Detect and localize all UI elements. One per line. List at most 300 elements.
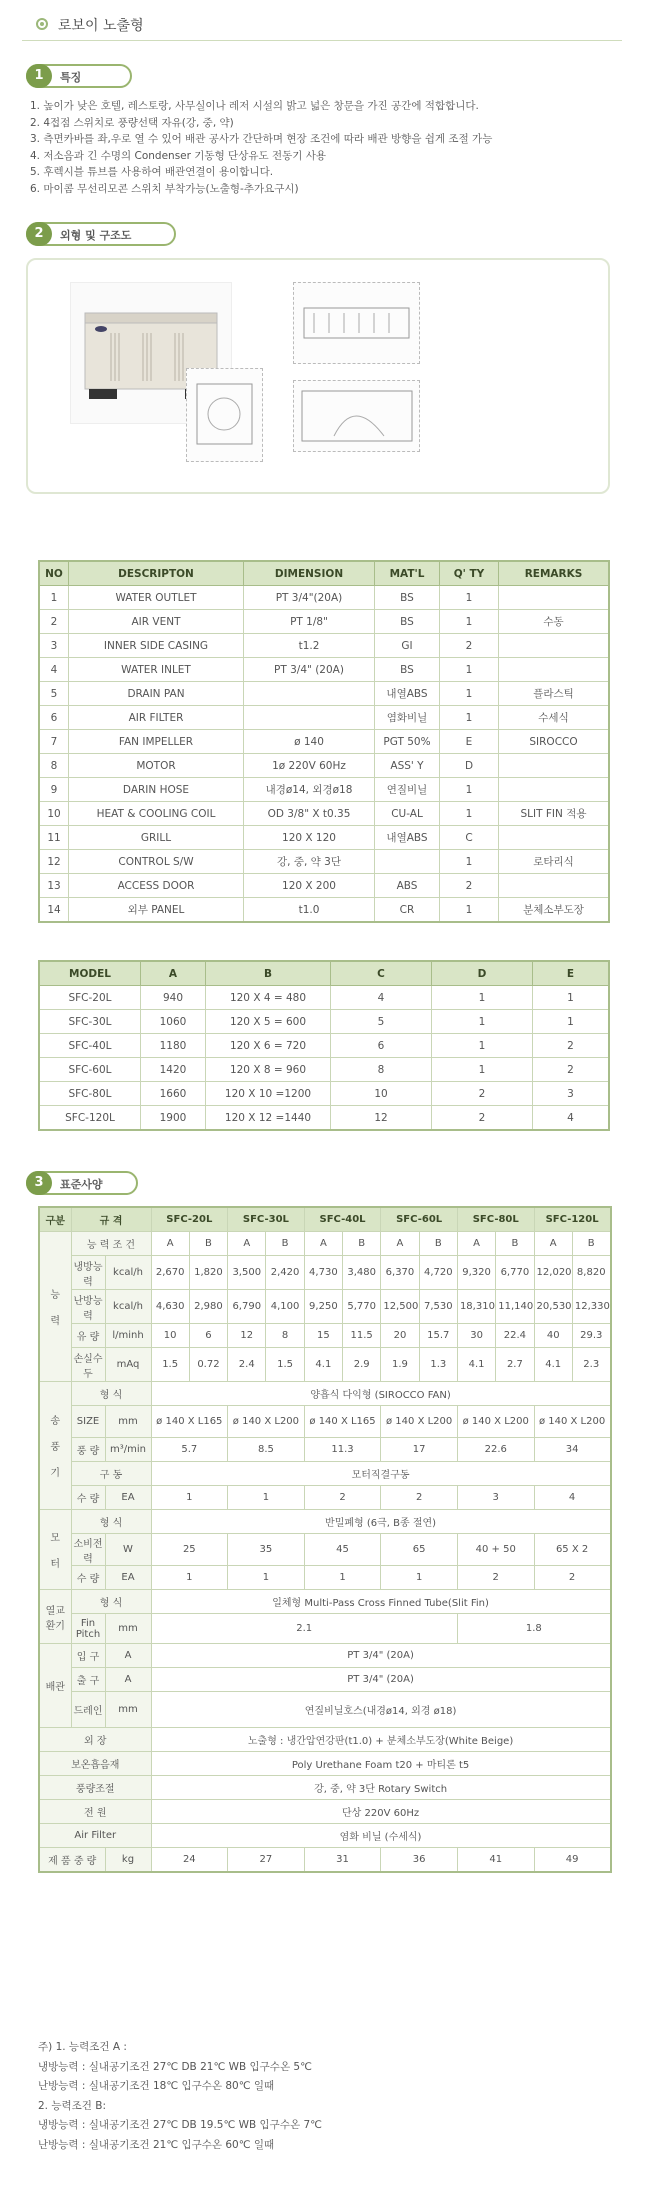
spec-value: 0.72 xyxy=(189,1348,227,1382)
table-cell: 1 xyxy=(440,682,499,706)
table-cell: 1ø 220V 60Hz xyxy=(244,754,375,778)
spec-value: 4.1 xyxy=(304,1348,342,1382)
spec-label: 난방능력 xyxy=(71,1290,105,1324)
table-cell: 1 xyxy=(440,706,499,730)
table-cell: 12 xyxy=(331,1106,432,1131)
exterior-figure-box xyxy=(26,258,610,494)
spec-model-header: SFC-60L xyxy=(381,1207,458,1232)
table-cell: CU-AL xyxy=(375,802,440,826)
spec-label: 보온흡음재 xyxy=(39,1752,151,1776)
spec-value: B xyxy=(266,1232,304,1256)
spec-value: 단상 220V 60Hz xyxy=(151,1800,611,1824)
spec-label: EA xyxy=(105,1486,151,1510)
spec-header-row xyxy=(39,1207,611,1232)
table-cell: INNER SIDE CASING xyxy=(69,634,244,658)
spec-value: B xyxy=(496,1232,534,1256)
table-cell: DRAIN PAN xyxy=(69,682,244,706)
parts-header-row xyxy=(39,561,609,586)
spec-value: 염화 비닐 (수세식) xyxy=(151,1824,611,1848)
table-cell: 6 xyxy=(39,706,69,730)
section-number: 3 xyxy=(26,1171,52,1195)
table-row xyxy=(39,1614,611,1644)
col-header: A xyxy=(141,961,206,986)
spec-value: 65 xyxy=(381,1534,458,1566)
table-row xyxy=(39,730,609,754)
front-drawing xyxy=(293,380,420,452)
spec-value: PT 3/4" (20A) xyxy=(151,1668,611,1692)
table-row xyxy=(39,1324,611,1348)
table-row xyxy=(39,586,609,610)
spec-model-header: SFC-120L xyxy=(534,1207,611,1232)
table-cell: 2 xyxy=(432,1106,533,1131)
spec-label: EA xyxy=(105,1566,151,1590)
table-cell: 1 xyxy=(440,778,499,802)
spec-value: 11,140 xyxy=(496,1290,534,1324)
table-cell: ABS xyxy=(375,874,440,898)
table-cell: WATER OUTLET xyxy=(69,586,244,610)
spec-value: PT 3/4" (20A) xyxy=(151,1644,611,1668)
table-row xyxy=(39,1728,611,1752)
spec-label: 제 품 중 량 xyxy=(39,1848,105,1873)
page-title-bar xyxy=(22,10,622,41)
table-row xyxy=(39,1644,611,1668)
table-cell: 120 X 12 =1440 xyxy=(206,1106,331,1131)
spec-value: 2,420 xyxy=(266,1256,304,1290)
spec-value: 6,370 xyxy=(381,1256,419,1290)
spec-value: 5,770 xyxy=(343,1290,381,1324)
spec-value: ø 140 X L200 xyxy=(228,1406,305,1438)
spec-value: 4.1 xyxy=(534,1348,572,1382)
table-cell: 염화비닐 xyxy=(375,706,440,730)
table-cell: 14 xyxy=(39,898,69,923)
feature-item: 1. 높이가 낮은 호텔, 레스토랑, 사무실이나 레저 시설의 밝고 넓은 창문을 가진 공간에 적합합니다. xyxy=(30,100,479,112)
spec-value: 65 X 2 xyxy=(534,1534,611,1566)
section-header-spec xyxy=(26,1171,138,1195)
spec-value: 18,310 xyxy=(457,1290,495,1324)
table-cell: 10 xyxy=(39,802,69,826)
col-header: Q' TY xyxy=(440,561,499,586)
table-row xyxy=(39,778,609,802)
spec-value: 2.3 xyxy=(572,1348,610,1382)
table-cell: AIR VENT xyxy=(69,610,244,634)
spec-label: l/minh xyxy=(105,1324,151,1348)
spec-value: 22.6 xyxy=(457,1438,534,1462)
table-row xyxy=(39,898,609,923)
spec-value: ø 140 X L165 xyxy=(304,1406,381,1438)
table-cell: 120 X 200 xyxy=(244,874,375,898)
table-cell: 1 xyxy=(432,1034,533,1058)
table-cell: 수동 xyxy=(499,610,610,634)
spec-label: 외 장 xyxy=(39,1728,151,1752)
spec-table xyxy=(38,1206,612,1873)
spec-label: Air Filter xyxy=(39,1824,151,1848)
spec-group-label: 모 터 xyxy=(39,1510,71,1590)
table-row xyxy=(39,1010,609,1034)
spec-value: 4 xyxy=(534,1486,611,1510)
side-drawing xyxy=(186,368,263,462)
spec-value: 15 xyxy=(304,1324,342,1348)
table-cell xyxy=(499,634,610,658)
table-cell: 11 xyxy=(39,826,69,850)
spec-label: 수 량 xyxy=(71,1486,105,1510)
spec-value: 5.7 xyxy=(151,1438,228,1462)
table-cell xyxy=(244,706,375,730)
table-cell: DARIN HOSE xyxy=(69,778,244,802)
table-cell: ASS' Y xyxy=(375,754,440,778)
spec-value: 2.9 xyxy=(343,1348,381,1382)
feature-item: 2. 4접점 스위치로 풍량선택 자유(강, 중, 약) xyxy=(30,116,234,129)
spec-value: 3,500 xyxy=(228,1256,266,1290)
table-row xyxy=(39,754,609,778)
spec-value: 8,820 xyxy=(572,1256,610,1290)
table-cell: 8 xyxy=(39,754,69,778)
table-cell: 1 xyxy=(432,986,533,1010)
table-cell: 1 xyxy=(440,586,499,610)
section-label: 외형 및 구조도 xyxy=(60,229,132,242)
spec-value: 1 xyxy=(381,1566,458,1590)
col-header: MODEL xyxy=(39,961,141,986)
spec-label: 전 원 xyxy=(39,1800,151,1824)
spec-value: 40 xyxy=(534,1324,572,1348)
spec-value: A xyxy=(304,1232,342,1256)
spec-value: 1 xyxy=(304,1566,381,1590)
spec-value: 2 xyxy=(457,1566,534,1590)
table-cell: OD 3/8" X t0.35 xyxy=(244,802,375,826)
spec-value: 24 xyxy=(151,1848,228,1873)
spec-label: A xyxy=(105,1668,151,1692)
feature-item: 5. 후렉시블 튜브를 사용하여 배관연결이 용이합니다. xyxy=(30,166,274,178)
col-header: REMARKS xyxy=(499,561,610,586)
spec-value: 2 xyxy=(304,1486,381,1510)
table-cell: 1 xyxy=(533,986,610,1010)
spec-label: 풍 량 xyxy=(71,1438,105,1462)
spec-value: 31 xyxy=(304,1848,381,1873)
table-cell: PT 3/4" (20A) xyxy=(244,658,375,682)
table-cell: 120 X 10 =1200 xyxy=(206,1082,331,1106)
table-cell: 3 xyxy=(39,634,69,658)
section-number: 2 xyxy=(26,222,52,246)
spec-value: 2 xyxy=(381,1486,458,1510)
spec-value: 41 xyxy=(457,1848,534,1873)
spec-value: ø 140 X L200 xyxy=(534,1406,611,1438)
table-row xyxy=(39,1776,611,1800)
table-cell xyxy=(499,586,610,610)
spec-value: 1 xyxy=(151,1486,228,1510)
table-cell: 강, 중, 약 3단 xyxy=(244,850,375,874)
table-row xyxy=(39,1232,611,1256)
col-header: E xyxy=(533,961,610,986)
table-cell: 120 X 5 = 600 xyxy=(206,1010,331,1034)
top-drawing xyxy=(293,282,420,364)
table-cell: 4 xyxy=(331,986,432,1010)
table-cell xyxy=(499,874,610,898)
spec-label: 구 동 xyxy=(71,1462,151,1486)
table-cell: 1 xyxy=(533,1010,610,1034)
table-cell: 120 X 120 xyxy=(244,826,375,850)
section-label: 특징 xyxy=(60,71,82,84)
table-cell: PT 1/8" xyxy=(244,610,375,634)
table-cell: 1 xyxy=(440,610,499,634)
table-cell: PT 3/4"(20A) xyxy=(244,586,375,610)
table-cell: FAN IMPELLER xyxy=(69,730,244,754)
spec-label: 소비전력 xyxy=(71,1534,105,1566)
spec-value: 10 xyxy=(151,1324,189,1348)
spec-value: 1.8 xyxy=(457,1614,610,1644)
spec-header: 구분 xyxy=(39,1207,71,1232)
spec-label: 수 량 xyxy=(71,1566,105,1590)
table-row xyxy=(39,1082,609,1106)
spec-value: 25 xyxy=(151,1534,228,1566)
spec-header: 규 격 xyxy=(71,1207,151,1232)
table-row xyxy=(39,1590,611,1614)
table-row xyxy=(39,706,609,730)
spec-label: A xyxy=(105,1644,151,1668)
table-cell: 1 xyxy=(440,658,499,682)
spec-label: mm xyxy=(105,1406,151,1438)
table-cell: AIR FILTER xyxy=(69,706,244,730)
table-cell: t1.2 xyxy=(244,634,375,658)
table-cell: SIROCCO xyxy=(499,730,610,754)
col-header: DESCRIPTON xyxy=(69,561,244,586)
table-cell: C xyxy=(440,826,499,850)
table-cell: 12 xyxy=(39,850,69,874)
table-cell: 4 xyxy=(533,1106,610,1131)
table-row xyxy=(39,1800,611,1824)
spec-value: A xyxy=(457,1232,495,1256)
table-row xyxy=(39,1486,611,1510)
note-line: 난방능력 : 실내공기조건 18℃ 입구수온 80℃ 일때 xyxy=(38,2080,275,2092)
table-cell: 1 xyxy=(440,850,499,874)
spec-value: 22.4 xyxy=(496,1324,534,1348)
spec-value: 1.9 xyxy=(381,1348,419,1382)
table-cell: 2 xyxy=(39,610,69,634)
col-header: MAT'L xyxy=(375,561,440,586)
table-cell: HEAT & COOLING COIL xyxy=(69,802,244,826)
spec-label: m³/min xyxy=(105,1438,151,1462)
spec-label: Fin Pitch xyxy=(71,1614,105,1644)
table-cell: PGT 50% xyxy=(375,730,440,754)
table-cell: 6 xyxy=(331,1034,432,1058)
spec-value: 35 xyxy=(228,1534,305,1566)
spec-value: 1.5 xyxy=(151,1348,189,1382)
spec-model-header: SFC-20L xyxy=(151,1207,228,1232)
table-cell: 2 xyxy=(432,1082,533,1106)
table-row xyxy=(39,682,609,706)
table-cell: E xyxy=(440,730,499,754)
table-row xyxy=(39,874,609,898)
table-cell: 2 xyxy=(533,1034,610,1058)
spec-value: 8.5 xyxy=(228,1438,305,1462)
table-row xyxy=(39,1406,611,1438)
spec-value: 11.5 xyxy=(343,1324,381,1348)
spec-value: 20 xyxy=(381,1324,419,1348)
table-row xyxy=(39,1256,611,1290)
table-cell: 1900 xyxy=(141,1106,206,1131)
spec-value: B xyxy=(343,1232,381,1256)
spec-value: B xyxy=(572,1232,610,1256)
notes xyxy=(38,2038,322,2155)
spec-label: kg xyxy=(105,1848,151,1873)
spec-value: 6,770 xyxy=(496,1256,534,1290)
spec-value: 3,480 xyxy=(343,1256,381,1290)
table-row xyxy=(39,1382,611,1406)
table-cell: 로타리식 xyxy=(499,850,610,874)
col-header: D xyxy=(432,961,533,986)
spec-value: A xyxy=(228,1232,266,1256)
table-cell: t1.0 xyxy=(244,898,375,923)
col-header: DIMENSION xyxy=(244,561,375,586)
spec-value: 45 xyxy=(304,1534,381,1566)
col-header: NO xyxy=(39,561,69,586)
spec-value: 12,020 xyxy=(534,1256,572,1290)
spec-group-label: 능 력 xyxy=(39,1232,71,1382)
spec-label: SIZE xyxy=(71,1406,105,1438)
spec-value: Poly Urethane Foam t20 + 마티론 t5 xyxy=(151,1752,611,1776)
spec-value: 1 xyxy=(228,1566,305,1590)
table-cell: 5 xyxy=(331,1010,432,1034)
spec-model-header: SFC-40L xyxy=(304,1207,381,1232)
table-cell: ø 140 xyxy=(244,730,375,754)
spec-value: 4,720 xyxy=(419,1256,457,1290)
spec-value: ø 140 X L200 xyxy=(457,1406,534,1438)
spec-value: B xyxy=(189,1232,227,1256)
note-line: 냉방능력 : 실내공기조건 27℃ DB 21℃ WB 입구수온 5℃ xyxy=(38,2060,312,2073)
note-line: 냉방능력 : 실내공기조건 27℃ DB 19.5℃ WB 입구수온 7℃ xyxy=(38,2119,322,2131)
spec-value: 6,790 xyxy=(228,1290,266,1324)
table-cell: 3 xyxy=(533,1082,610,1106)
spec-model-header: SFC-80L xyxy=(457,1207,534,1232)
spec-value: 1.3 xyxy=(419,1348,457,1382)
parts-table xyxy=(38,560,610,923)
table-cell: GRILL xyxy=(69,826,244,850)
section-header-features xyxy=(26,64,132,88)
spec-value: ø 140 X L165 xyxy=(151,1406,228,1438)
page-title: 로보이 노출형 xyxy=(58,18,144,34)
spec-label: 유 량 xyxy=(71,1324,105,1348)
spec-value: 3 xyxy=(457,1486,534,1510)
spec-label: kcal/h xyxy=(105,1290,151,1324)
table-cell: 940 xyxy=(141,986,206,1010)
spec-value: 49 xyxy=(534,1848,611,1873)
table-row xyxy=(39,802,609,826)
spec-value: B xyxy=(419,1232,457,1256)
spec-value: 29.3 xyxy=(572,1324,610,1348)
spec-value: 강, 중, 약 3단 Rotary Switch xyxy=(151,1776,611,1800)
spec-label: mm xyxy=(105,1614,151,1644)
table-cell: 120 X 8 = 960 xyxy=(206,1058,331,1082)
table-row xyxy=(39,1438,611,1462)
table-cell xyxy=(499,826,610,850)
table-cell: 수세식 xyxy=(499,706,610,730)
table-cell: 2 xyxy=(440,874,499,898)
table-cell xyxy=(244,682,375,706)
feature-item: 3. 측면카바를 좌,우로 열 수 있어 배관 공사가 간단하며 현장 조건에 따라 배관 방향을 쉽게 조절 가능 xyxy=(30,133,493,145)
spec-value: 모터직결구동 xyxy=(151,1462,611,1486)
spec-value: 20,530 xyxy=(534,1290,572,1324)
spec-value: 2.1 xyxy=(151,1614,457,1644)
table-cell: 1420 xyxy=(141,1058,206,1082)
spec-label: mm xyxy=(105,1692,151,1728)
spec-label: kcal/h xyxy=(105,1256,151,1290)
table-cell: 1 xyxy=(440,802,499,826)
note-line: 주) 1. 능력조건 A : xyxy=(38,2041,127,2053)
table-cell: 1660 xyxy=(141,1082,206,1106)
spec-label: 드레인 xyxy=(71,1692,105,1728)
section-label: 표준사양 xyxy=(60,1178,103,1191)
spec-value: 일체형 Multi-Pass Cross Finned Tube(Slit Fin) xyxy=(151,1590,611,1614)
spec-label: 입 구 xyxy=(71,1644,105,1668)
table-row xyxy=(39,1824,611,1848)
table-row xyxy=(39,1692,611,1728)
table-cell: 1 xyxy=(440,898,499,923)
table-cell: SFC-120L xyxy=(39,1106,141,1131)
spec-value: 양흡식 다익형 (SIROCCO FAN) xyxy=(151,1382,611,1406)
spec-value: 4,100 xyxy=(266,1290,304,1324)
table-cell: D xyxy=(440,754,499,778)
table-cell: 1060 xyxy=(141,1010,206,1034)
spec-label: 풍량조절 xyxy=(39,1776,151,1800)
table-cell: 내경ø14, 외경ø18 xyxy=(244,778,375,802)
table-cell xyxy=(499,754,610,778)
spec-value: 1.5 xyxy=(266,1348,304,1382)
spec-group-label: 열교환기 xyxy=(39,1590,71,1644)
spec-value: 1,820 xyxy=(189,1256,227,1290)
table-row xyxy=(39,1752,611,1776)
spec-value: 2.4 xyxy=(228,1348,266,1382)
table-cell: 120 X 4 = 480 xyxy=(206,986,331,1010)
table-cell: SFC-20L xyxy=(39,986,141,1010)
table-cell: 1 xyxy=(432,1010,533,1034)
spec-value: 6 xyxy=(189,1324,227,1348)
section-header-exterior xyxy=(26,222,176,246)
table-cell: CONTROL S/W xyxy=(69,850,244,874)
table-cell: 4 xyxy=(39,658,69,682)
table-cell: 외부 PANEL xyxy=(69,898,244,923)
table-cell: SFC-30L xyxy=(39,1010,141,1034)
table-row xyxy=(39,1034,609,1058)
table-row xyxy=(39,986,609,1010)
table-cell: 7 xyxy=(39,730,69,754)
spec-value: 7,530 xyxy=(419,1290,457,1324)
spec-label: 형 식 xyxy=(71,1510,151,1534)
table-row xyxy=(39,1848,611,1873)
spec-value: 2,980 xyxy=(189,1290,227,1324)
table-cell: 2 xyxy=(440,634,499,658)
table-cell: SLIT FIN 적용 xyxy=(499,802,610,826)
spec-model-header: SFC-30L xyxy=(228,1207,305,1232)
spec-value: 노출형 : 냉간압연강판(t1.0) + 분체소부도장(White Beige) xyxy=(151,1728,611,1752)
table-cell: 내열ABS xyxy=(375,682,440,706)
spec-label: 형 식 xyxy=(71,1590,151,1614)
spec-value: 8 xyxy=(266,1324,304,1348)
table-cell: 연질비닐 xyxy=(375,778,440,802)
note-line: 난방능력 : 실내공기조건 21℃ 입구수온 60℃ 일때 xyxy=(38,2138,275,2151)
spec-group-label: 배관 xyxy=(39,1644,71,1728)
table-cell: CR xyxy=(375,898,440,923)
spec-group-label: 송 풍 기 xyxy=(39,1382,71,1510)
table-cell: 1 xyxy=(432,1058,533,1082)
table-row xyxy=(39,634,609,658)
col-header: C xyxy=(331,961,432,986)
spec-value: 1 xyxy=(151,1566,228,1590)
table-row xyxy=(39,1290,611,1324)
table-row xyxy=(39,1348,611,1382)
col-header: B xyxy=(206,961,331,986)
spec-value: 연질비닐호스(내경ø14, 외경 ø18) xyxy=(151,1692,611,1728)
bullet-circle-icon xyxy=(36,18,48,30)
table-cell: 13 xyxy=(39,874,69,898)
spec-value: 4,730 xyxy=(304,1256,342,1290)
